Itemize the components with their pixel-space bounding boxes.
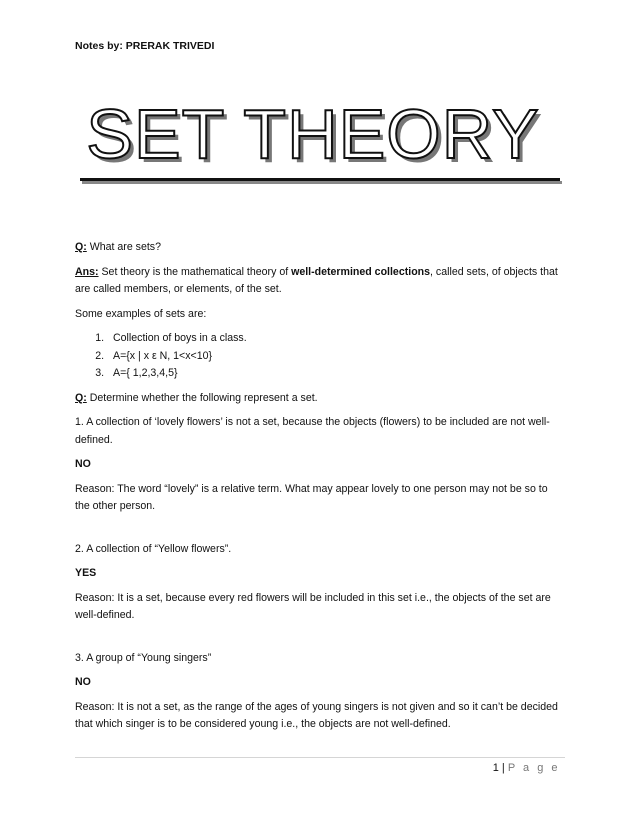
footer-separator: | [501, 762, 505, 774]
examples-intro: Some examples of sets are: [75, 307, 207, 320]
item-1-statement: 1. A collection of ‘lovely flowers’ is not a set, because the objects (flowers) to be included are not well-defined. [75, 416, 550, 446]
answer-text-pre: Set theory is the mathematical theory of [98, 265, 292, 278]
question-2 [75, 390, 565, 408]
question-text: What are sets? [86, 241, 161, 253]
answer-1 [75, 264, 565, 299]
title-block [68, 96, 558, 181]
page-word: P a g e [507, 762, 560, 774]
document-body [75, 239, 565, 741]
question-label: Q: [75, 241, 87, 253]
page-footer [493, 762, 560, 774]
question-label: Q: [75, 391, 87, 404]
list-item: 3. A={ 1,2,3,4,5} [107, 365, 565, 383]
list-item: 2. A={x | x ε N, 1<x<10} [107, 348, 565, 366]
item-3-reason: Reason: It is not a set, as the range of the ages of young singers is not given and so it can’t be decided that which singer is to be considered young i.e., the objects are not well-defined. [75, 700, 558, 730]
page-title: SET THEORY [86, 95, 540, 173]
footer-divider [75, 757, 565, 758]
spacer [75, 523, 565, 541]
examples-list [75, 330, 565, 383]
question-text: Determine whether the following represent a set. [86, 391, 318, 404]
item-2-verdict: YES [75, 567, 97, 579]
item-3-verdict: NO [75, 676, 91, 688]
item-1-verdict: NO [75, 458, 91, 470]
answer-label: Ans: [75, 265, 99, 278]
item-3-statement: 3. A group of “Young singers” [75, 651, 212, 664]
item-2-reason: Reason: It is a set, because every red flowers will be included in this set i.e., the objects of the set are well-defined. [75, 591, 551, 621]
answer-text-post: , called sets, of objects that are called members, or elements, of the set. [75, 265, 558, 295]
page-number: 1 [492, 762, 499, 774]
header-author-note: Notes by: PRERAK TRIVEDI [75, 40, 215, 52]
item-2-statement: 2. A collection of “Yellow flowers”. [75, 542, 232, 555]
list-item: 1. Collection of boys in a class. [107, 330, 565, 348]
title-underline [80, 178, 560, 181]
question-1 [75, 239, 565, 257]
item-1-reason: Reason: The word “lovely” is a relative term. What may appear lovely to one person may not be so to the other person. [75, 482, 548, 512]
spacer [75, 632, 565, 650]
answer-text-bold: well-determined collections [291, 265, 431, 278]
